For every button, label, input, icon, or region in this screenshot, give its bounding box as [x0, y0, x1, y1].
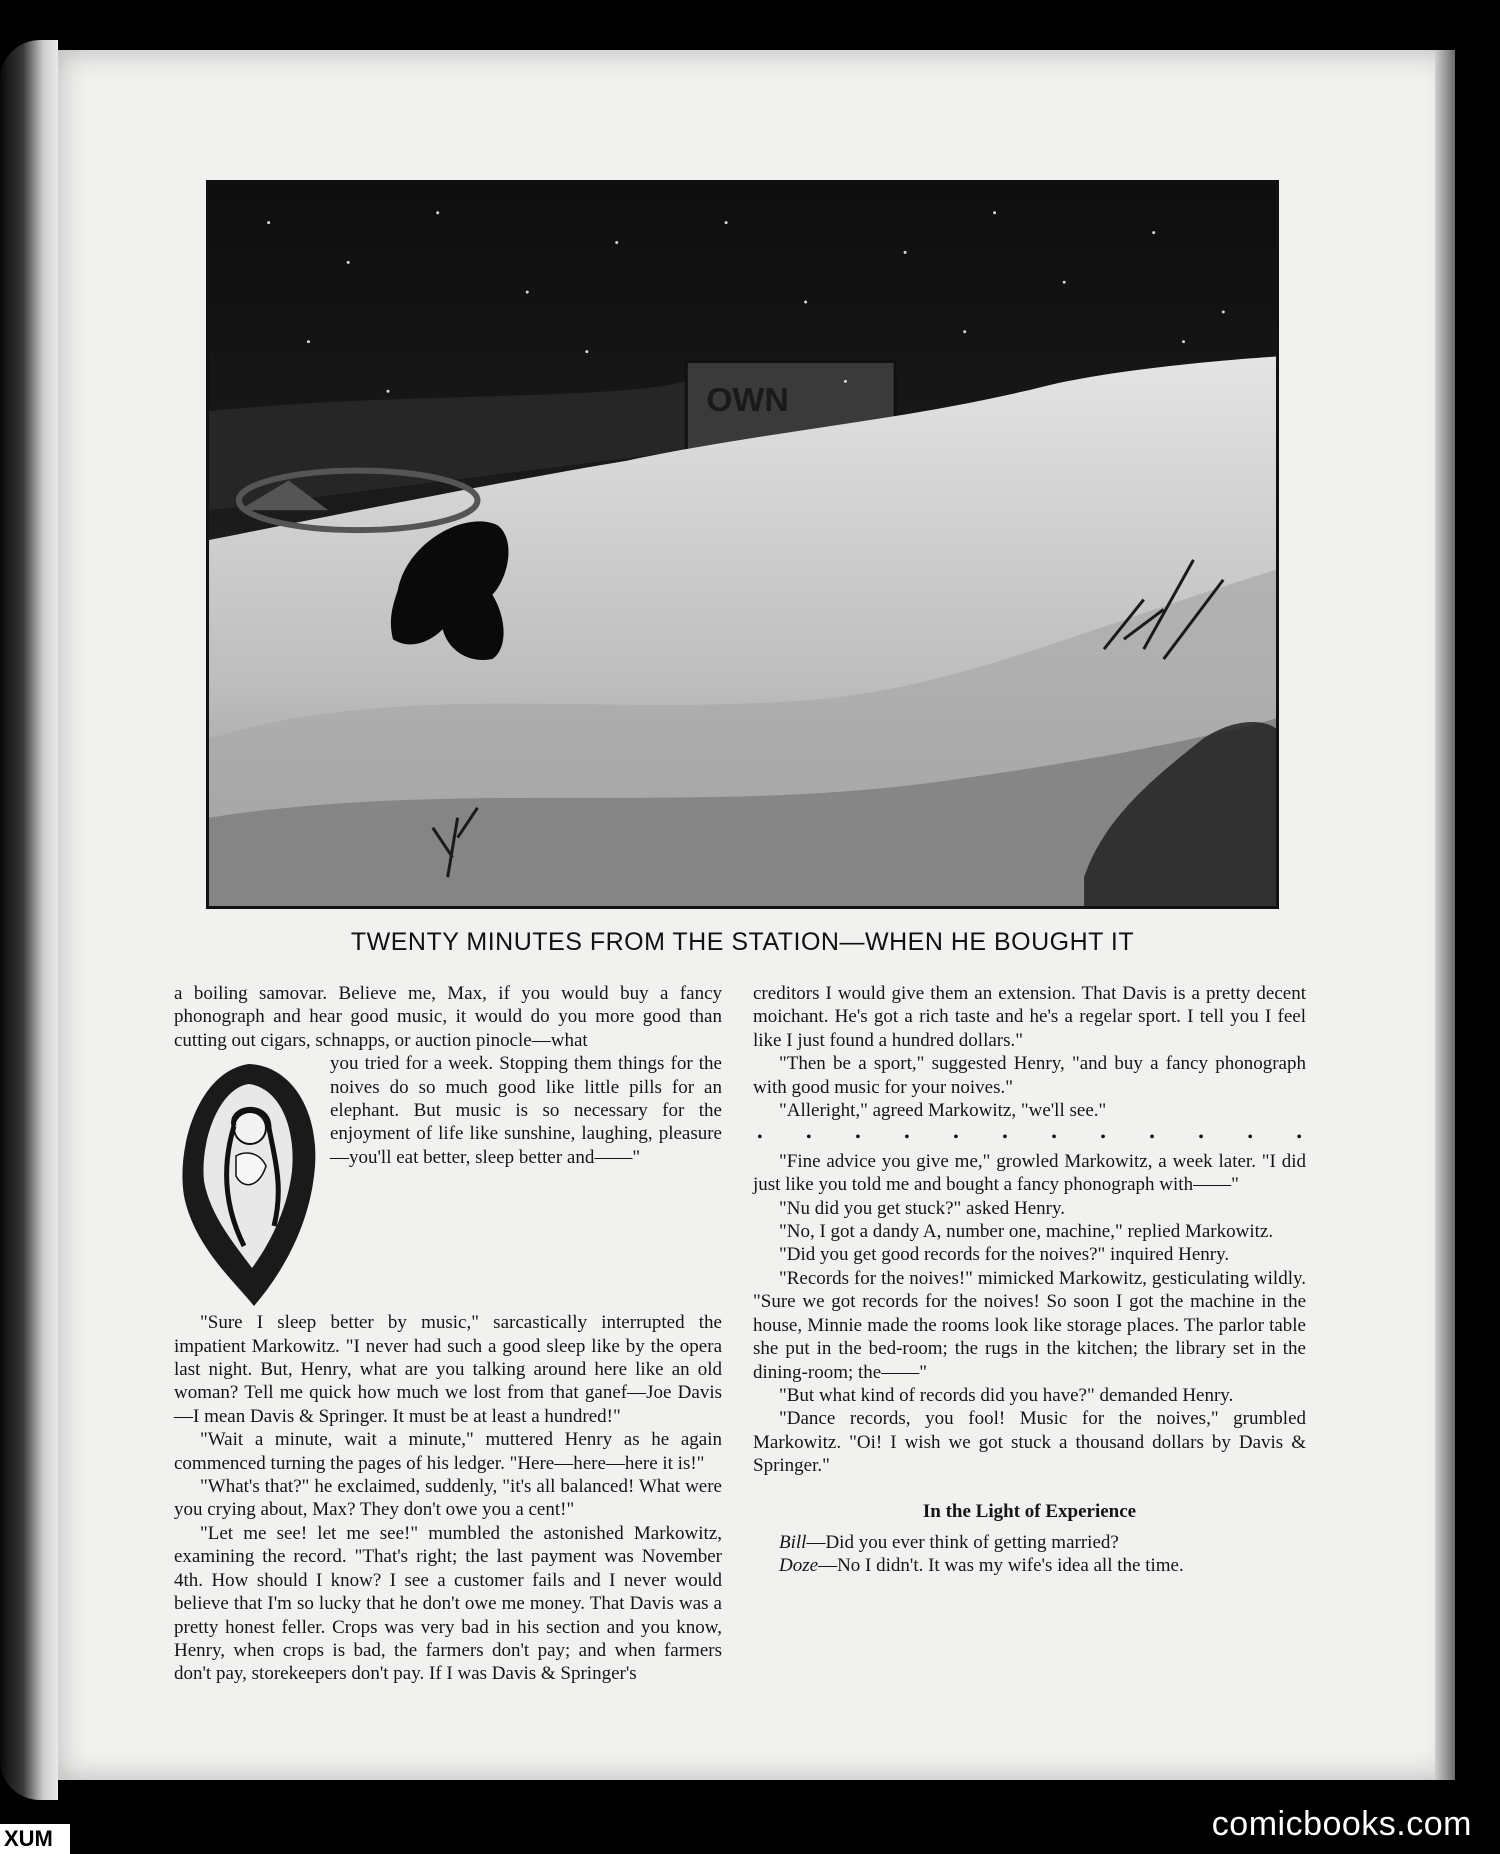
right-paragraph-7: "Did you get good records for the noives?" inquired Henry.	[779, 1244, 1230, 1266]
joke-line-2	[753, 1554, 1306, 1577]
left-paragraph-1: a boiling samovar. Believe me, Max, if you would buy a fancy phonograph and hear good music, it would do you more good than cutting out cigars, schnapps, or auction pinocle—what	[174, 983, 722, 1051]
right-paragraph-1: creditors I would give them an extension. That Davis is a pretty decent moichant. He's got a rich taste and he's a regelar sport. I tell you I feel like I just found a hundred dollars."	[753, 983, 1306, 1051]
right-paragraph-10: "Dance records, you fool! Music for the noives," grumbled Markowitz. "Oi! I wish we got stuck a thousand dollars by Davis & Springer."	[753, 1408, 1306, 1477]
left-paragraph-5: "Let me see! let me see!" mumbled the astonished Markowitz, examining the record. "That's right; the last payment was November 4th. How should I know? I see a customer fails and I never would believe that I'm so lucky that he don't owe me money. That Davis was a pretty honest feller. Crops was very bad in his section and you know, Henry, when crops is bad, the farmers don't pay; and when farmers don't pay, storekeepers don't pay. If I was Davis & Springer's	[174, 1522, 722, 1685]
right-paragraph-9: "But what kind of records did you have?" demanded Henry.	[779, 1384, 1234, 1406]
right-paragraph-4: "Fine advice you give me," growled Markowitz, a week later. "I did just like you told me and bought a fancy phonograph with——"	[753, 1150, 1306, 1196]
break-dot: •	[855, 1129, 861, 1147]
left-paragraph-3: "Wait a minute, wait a minute," muttered Henry as he again commenced turning the pages of his ledger. "Here—here—here it is!"	[174, 1429, 722, 1474]
night-snow-drift-image	[209, 183, 1276, 906]
scan-corner-tag: XUM	[0, 1824, 70, 1854]
break-dot: •	[953, 1129, 959, 1147]
break-dot: •	[1051, 1129, 1057, 1147]
joke-text-1: —Did you ever think of getting married?	[806, 1531, 1119, 1553]
art-nouveau-woman-ornament	[174, 1056, 324, 1311]
break-dot: •	[1247, 1129, 1253, 1147]
left-paragraph-1-wrapped: you tried for a week. Stopping them things for the noives do so much good like little pills for an elephant. But music is so necessary for the enjoyment of life like sunshine, laughing, pleasure—you'll eat better, sleep better and——"	[330, 1053, 722, 1168]
page-edge-shadow	[1435, 50, 1455, 1780]
site-watermark: comicbooks.com	[1211, 1805, 1472, 1843]
left-text-column	[174, 982, 722, 1686]
break-dot: •	[1149, 1129, 1155, 1147]
illustration-caption: TWENTY MINUTES FROM THE STATION—WHEN HE BOUGHT IT	[350, 928, 1135, 956]
break-dot: •	[1100, 1129, 1106, 1147]
section-break-dots	[753, 1122, 1306, 1149]
break-dot: •	[1198, 1129, 1204, 1147]
ornament-wrap-block	[174, 1052, 722, 1311]
joke-speaker-bill: Bill	[779, 1531, 807, 1553]
joke-line-1	[753, 1531, 1306, 1554]
break-dot: •	[1296, 1129, 1302, 1147]
right-paragraph-5: "Nu did you get stuck?" asked Henry.	[779, 1197, 1066, 1219]
snow-scene-illustration	[206, 180, 1279, 909]
left-paragraph-4: "What's that?" he exclaimed, suddenly, "it's all balanced! What were you crying about, Max? They don't owe you a cent!"	[174, 1476, 722, 1521]
right-paragraph-2: "Then be a sport," suggested Henry, "and buy a fancy phonograph with good music for your noives."	[753, 1053, 1306, 1098]
right-paragraph-8: "Records for the noives!" mimicked Markowitz, gesticulating wildly. "Sure we got records for the noives! So soon I got the machine in the house, Minnie made the rooms look like storage places. The parlor table she put in the bed-room; the rugs in the kitchen; the library set in the dining-room; the——"	[753, 1267, 1306, 1383]
right-text-column	[753, 982, 1306, 1578]
right-paragraph-6: "No, I got a dandy A, number one, machine," replied Markowitz.	[779, 1221, 1274, 1243]
joke-text-2: —No I didn't. It was my wife's idea all the time.	[818, 1555, 1184, 1577]
scan-binding-edge	[0, 40, 58, 1800]
joke-heading: In the Light of Experience	[922, 1500, 1137, 1522]
break-dot: •	[806, 1129, 812, 1147]
break-dot: •	[1002, 1129, 1008, 1147]
left-paragraph-2: "Sure I sleep better by music," sarcastically interrupted the impatient Markowitz. "I never had such a good sleep like by the opera last night. But, Henry, what are you talking around here like an old woman? Tell me quick how much we lost from that ganef—Joe Davis—I mean Davis & Springer. It must be at least a hundred!"	[174, 1312, 722, 1427]
right-paragraph-3: "Alleright," agreed Markowitz, "we'll see."	[779, 1100, 1107, 1122]
joke-speaker-doze: Doze	[779, 1555, 819, 1577]
break-dot: •	[757, 1129, 763, 1147]
sign-text: OWN	[706, 381, 789, 420]
break-dot: •	[904, 1129, 910, 1147]
